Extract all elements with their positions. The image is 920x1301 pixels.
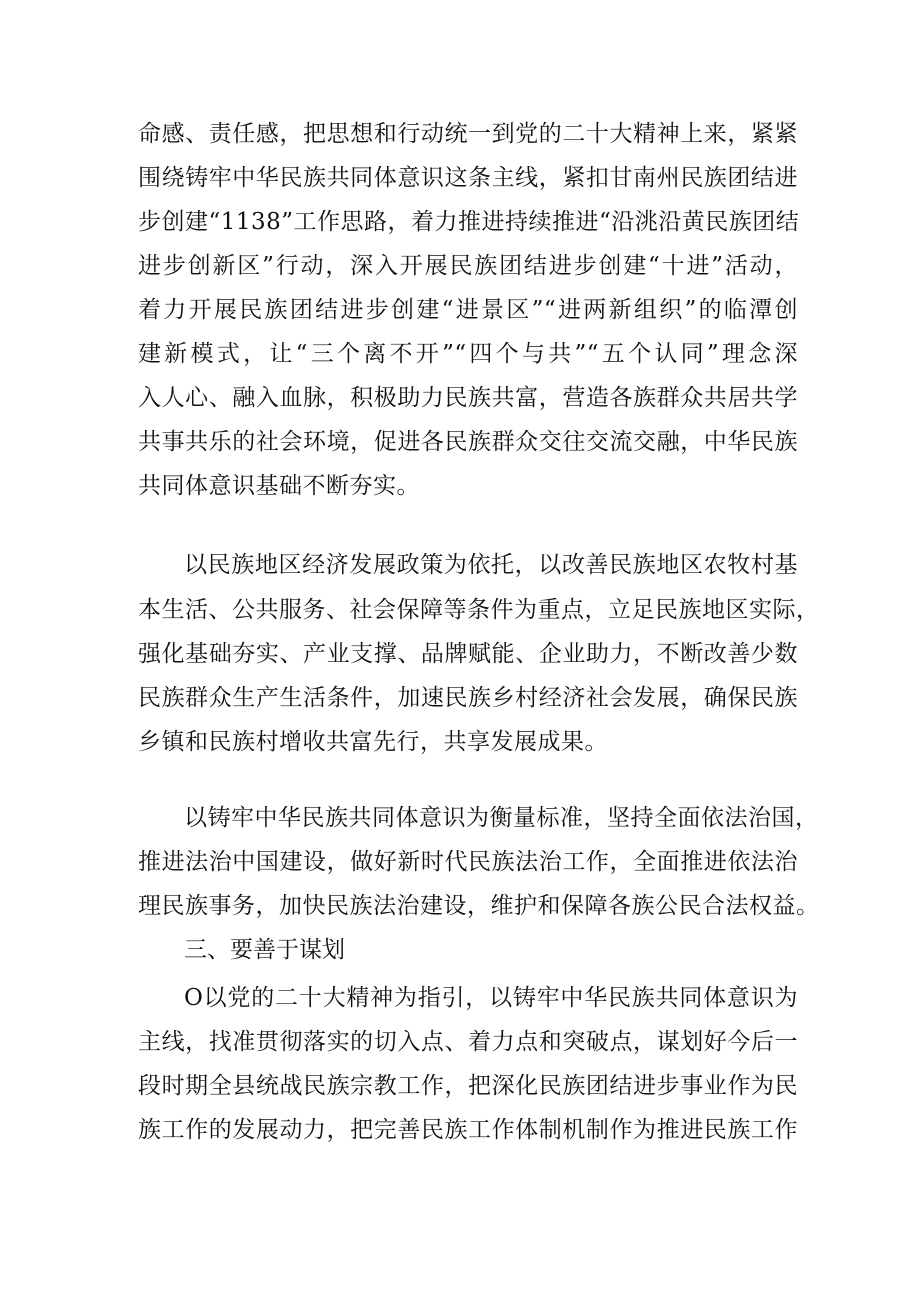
paragraph-1-line-4: 进步创新区”行动，深入开展民族团结进步创建“十进”活动， [138, 253, 798, 279]
paragraph-2-line-1: 以民族地区经济发展政策为依托，以改善民族地区农牧村基 [184, 552, 798, 578]
paragraph-1-line-7: 入人心、融入血脉，积极助力民族共富，营造各族群众共居共学 [138, 385, 798, 411]
paragraph-4-line-3: 段时期全县统战民族宗教工作，把深化民族团结进步事业作为民 [138, 1073, 798, 1099]
paragraph-2-line-5: 乡镇和民族村增收共富先行，共享发展成果。 [138, 729, 608, 755]
paragraph-4-line-2: 主线，找准贯彻落实的切入点、着力点和突破点，谋划好今后一 [138, 1029, 798, 1055]
paragraph-2-line-4: 民族群众生产生活条件，加速民族乡村经济社会发展，确保民族 [138, 685, 798, 711]
paragraph-1-line-6: 建新模式，让“三个离不开”“四个与共”“五个认同”理念深 [138, 341, 798, 367]
paragraph-1-line-8: 共事共乐的社会环境，促进各民族群众交往交流交融，中华民族 [138, 429, 798, 455]
section-heading: 三、要善于谋划 [184, 937, 345, 963]
paragraph-2-line-3: 强化基础夯实、产业支撑、品牌赋能、企业助力，不断改善少数 [138, 641, 798, 667]
paragraph-1-line-5: 着力开展民族团结进步创建“进景区”“进两新组织”的临潭创 [138, 297, 798, 323]
paragraph-1-line-9: 共同体意识基础不断夯实。 [138, 473, 420, 499]
paragraph-3-line-2: 推进法治中国建设，做好新时代民族法治工作，全面推进依法治 [138, 849, 798, 875]
paragraph-2-line-2: 本生活、公共服务、社会保障等条件为重点，立足民族地区实际， [138, 597, 820, 623]
paragraph-3-line-3: 理民族事务，加快民族法治建设，维护和保障各族公民合法权益。 [138, 893, 820, 919]
paragraph-4-line-1: O以党的二十大精神为指引，以铸牢中华民族共同体意识为 [184, 985, 798, 1011]
paragraph-3-line-1: 以铸牢中华民族共同体意识为衡量标准，坚持全面依法治国， [184, 805, 819, 831]
paragraph-4-line-4: 族工作的发展动力，把完善民族工作体制机制作为推进民族工作 [138, 1117, 798, 1143]
paragraph-1-line-2: 围绕铸牢中华民族共同体意识这条主线，紧扣甘南州民族团结进 [138, 165, 798, 191]
paragraph-1-line-3: 步创建“1138”工作思路，着力推进持续推进“沿洮沿黄民族团结 [138, 209, 800, 235]
paragraph-1-line-1: 命感、责任感，把思想和行动统一到党的二十大精神上来，紧紧 [138, 121, 798, 147]
